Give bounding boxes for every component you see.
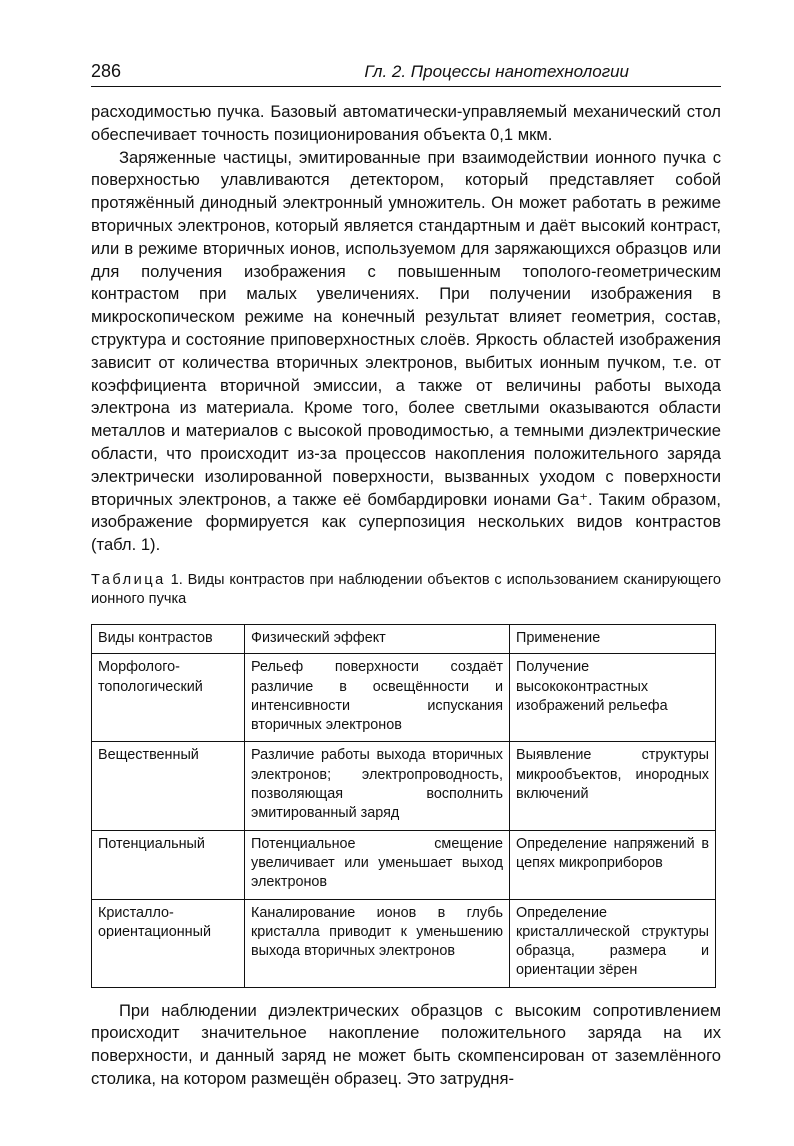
table-header-cell: Виды контрастов	[92, 624, 245, 653]
table-row	[92, 830, 716, 899]
table-row	[92, 654, 716, 742]
page-number: 286	[91, 61, 122, 81]
table-header-cell: Применение	[510, 624, 716, 653]
table-cell: Кристалло-ориентационный	[92, 899, 245, 987]
book-page	[91, 52, 721, 1091]
paragraph-continuation: расходимостью пучка. Базовый автоматически-управляемый механический стол обеспечивает точность позиционирования объекта 0,1 мкм.	[91, 102, 721, 144]
table-cell: Различие работы выхода вторичных электронов; электропроводность, позволяющая восполнить эмитированный заряд	[245, 742, 510, 830]
table-cell: Морфолого-топологический	[92, 654, 245, 742]
running-title: Гл. 2. Процессы нанотехнологии	[364, 62, 629, 81]
table-caption-text: 1. Виды контрастов при наблюдении объектов с использованием сканирующего ионного пучка	[91, 571, 721, 607]
paragraph-dielectric: При наблюдении диэлектрических образцов с высоким сопротивлением происходит значительное накопление положительного заряда на их поверхности, и данный заряд не может быть скомпенсирован от заземлённого столика, на котором размещён образец. Это затрудня-	[91, 1000, 721, 1089]
table-cell: Потенциальное смещение увеличивает или уменьшает выход электронов	[245, 830, 510, 899]
table-cell: Вещественный	[92, 742, 245, 830]
contrast-types-table	[91, 624, 716, 988]
table-row	[92, 742, 716, 830]
table-cell: Рельеф поверхности создаёт различие в освещённости и интенсивности испускания вторичных электронов	[245, 654, 510, 742]
table-cell: Потенциальный	[92, 830, 245, 899]
table-header-row	[92, 624, 716, 653]
table-cell: Каналирование ионов в глубь кристалла приводит к уменьшению выхода вторичных электронов	[245, 899, 510, 987]
table-caption-label: Таблица	[91, 571, 166, 588]
table-row	[92, 899, 716, 987]
table-cell: Определение кристаллической структуры образца, размера и ориентации зёрен	[510, 899, 716, 987]
page-header	[91, 52, 721, 87]
paragraph-detector: Заряженные частицы, эмитированные при взаимодействии ионного пучка с поверхностью улавливаются детектором, который представляет собой протяжённый динодный электронный умножитель. Он может работать в режиме вторичных электронов, который является стандартным и даёт высокий контраст, или в режиме вторичных ионов, используемом для заряжающихся образцов или для получения изображения с повышенным тополого-геометрическим контрастом при малых увеличениях. При получении изображения в микроскопическом режиме на конечный результат влияет геометрия, состав, структура и состояние приповерхностных слоёв. Яркость областей изображения зависит от количества вторичных электронов, выбитых ионным пучком, т.е. от коэффициента вторичной эмиссии, а также от величины работы выхода электрона из материала. Кроме того, более светлыми оказываются области металлов и материалов с высокой проводимостью, а темными диэлектрические области, что происходит из-за процессов накопления положительного заряда электрически изолированной поверхности, вызванных уходом с поверхности вторичных электронов, а также её бомбардировки ионами Ga⁺. Таким образом, изображение формируется как суперпозиция нескольких видов контрастов (табл. 1).	[91, 147, 721, 555]
table-header-cell: Физический эффект	[245, 624, 510, 653]
table-caption	[91, 571, 721, 609]
table-cell: Определение напряжений в цепях микроприборов	[510, 830, 716, 899]
table-cell: Получение высококонтрастных изображений рельефа	[510, 654, 716, 742]
table-cell: Выявление структуры микрообъектов, инородных включений	[510, 742, 716, 830]
